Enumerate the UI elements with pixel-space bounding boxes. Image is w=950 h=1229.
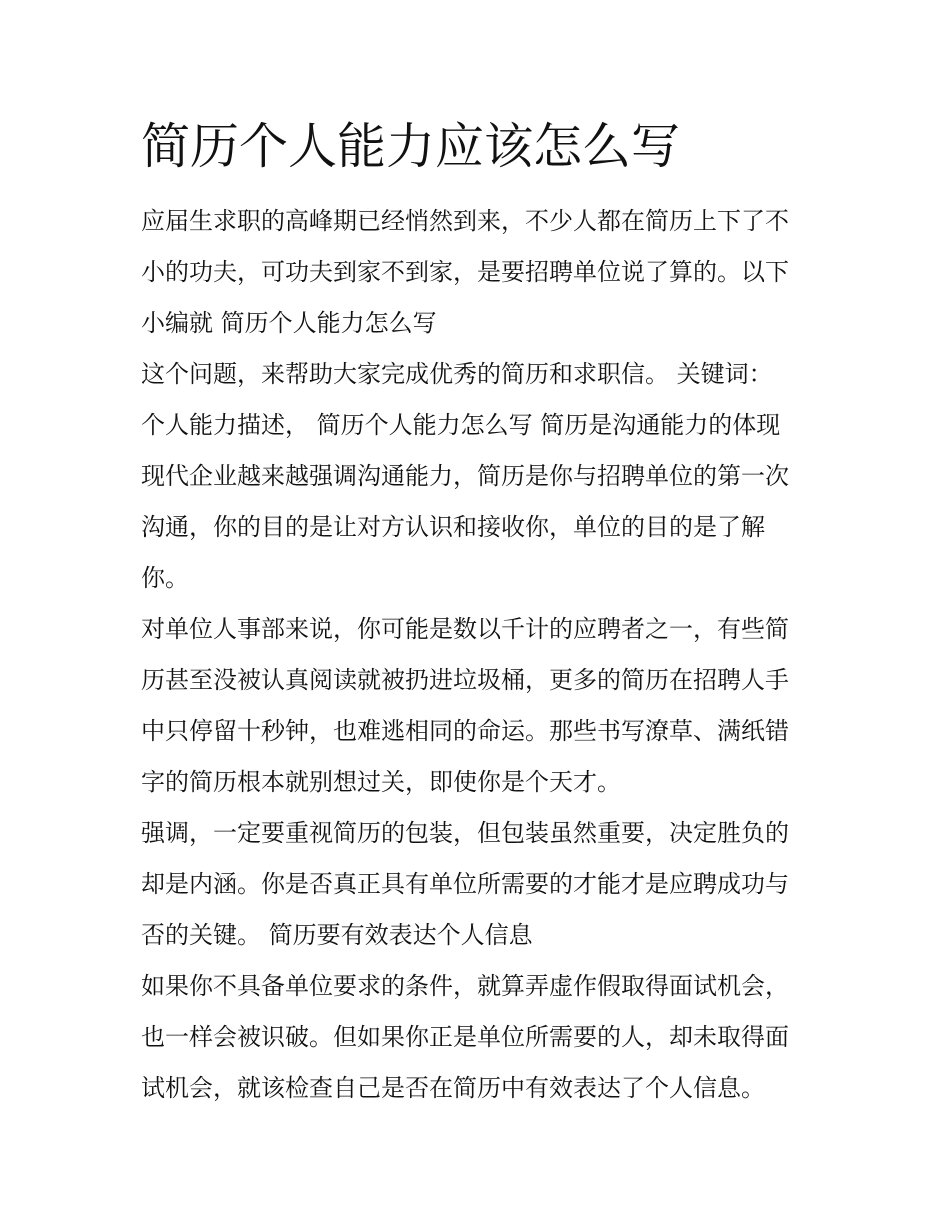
body-line: 否的关键。 简历要有效表达个人信息 <box>141 921 533 949</box>
body-line: 字的简历根本就别想过关，即使你是个天才。 <box>141 768 621 796</box>
body-line: 中只停留十秒钟，也难逃相同的命运。那些书写潦草、满纸错 <box>141 717 789 745</box>
body-line: 个人能力描述， 简历个人能力怎么写 简历是沟通能力的体现 <box>141 411 781 439</box>
body-line: 强调，一定要重视简历的包装，但包装虽然重要，决定胜负的 <box>141 819 789 847</box>
body-line: 现代企业越来越强调沟通能力，简历是你与招聘单位的第一次 <box>141 462 789 490</box>
body-line: 也一样会被识破。但如果你正是单位所需要的人，却未取得面 <box>141 1023 789 1051</box>
body-line: 对单位人事部来说，你可能是数以千计的应聘者之一，有些简 <box>141 615 789 643</box>
body-line: 试机会，就该检查自己是否在简历中有效表达了个人信息。 <box>141 1074 765 1102</box>
body-line: 小的功夫，可功夫到家不到家，是要招聘单位说了算的。以下 <box>141 258 789 286</box>
body-line: 小编就 简历个人能力怎么写 <box>141 309 437 337</box>
body-line: 你。 <box>141 564 189 592</box>
document-title: 简历个人能力应该怎么写 <box>141 118 681 175</box>
body-line: 沟通，你的目的是让对方认识和接收你，单位的目的是了解 <box>141 513 765 541</box>
body-line: 历甚至没被认真阅读就被扔进垃圾桶，更多的简历在招聘人手 <box>141 666 789 694</box>
body-line: 却是内涵。你是否真正具有单位所需要的才能才是应聘成功与 <box>141 870 789 898</box>
body-line: 这个问题，来帮助大家完成优秀的简历和求职信。 关键词： <box>141 360 773 388</box>
body-line: 如果你不具备单位要求的条件，就算弄虚作假取得面试机会， <box>141 972 789 1000</box>
body-line: 应届生求职的高峰期已经悄然到来，不少人都在简历上下了不 <box>141 207 789 235</box>
